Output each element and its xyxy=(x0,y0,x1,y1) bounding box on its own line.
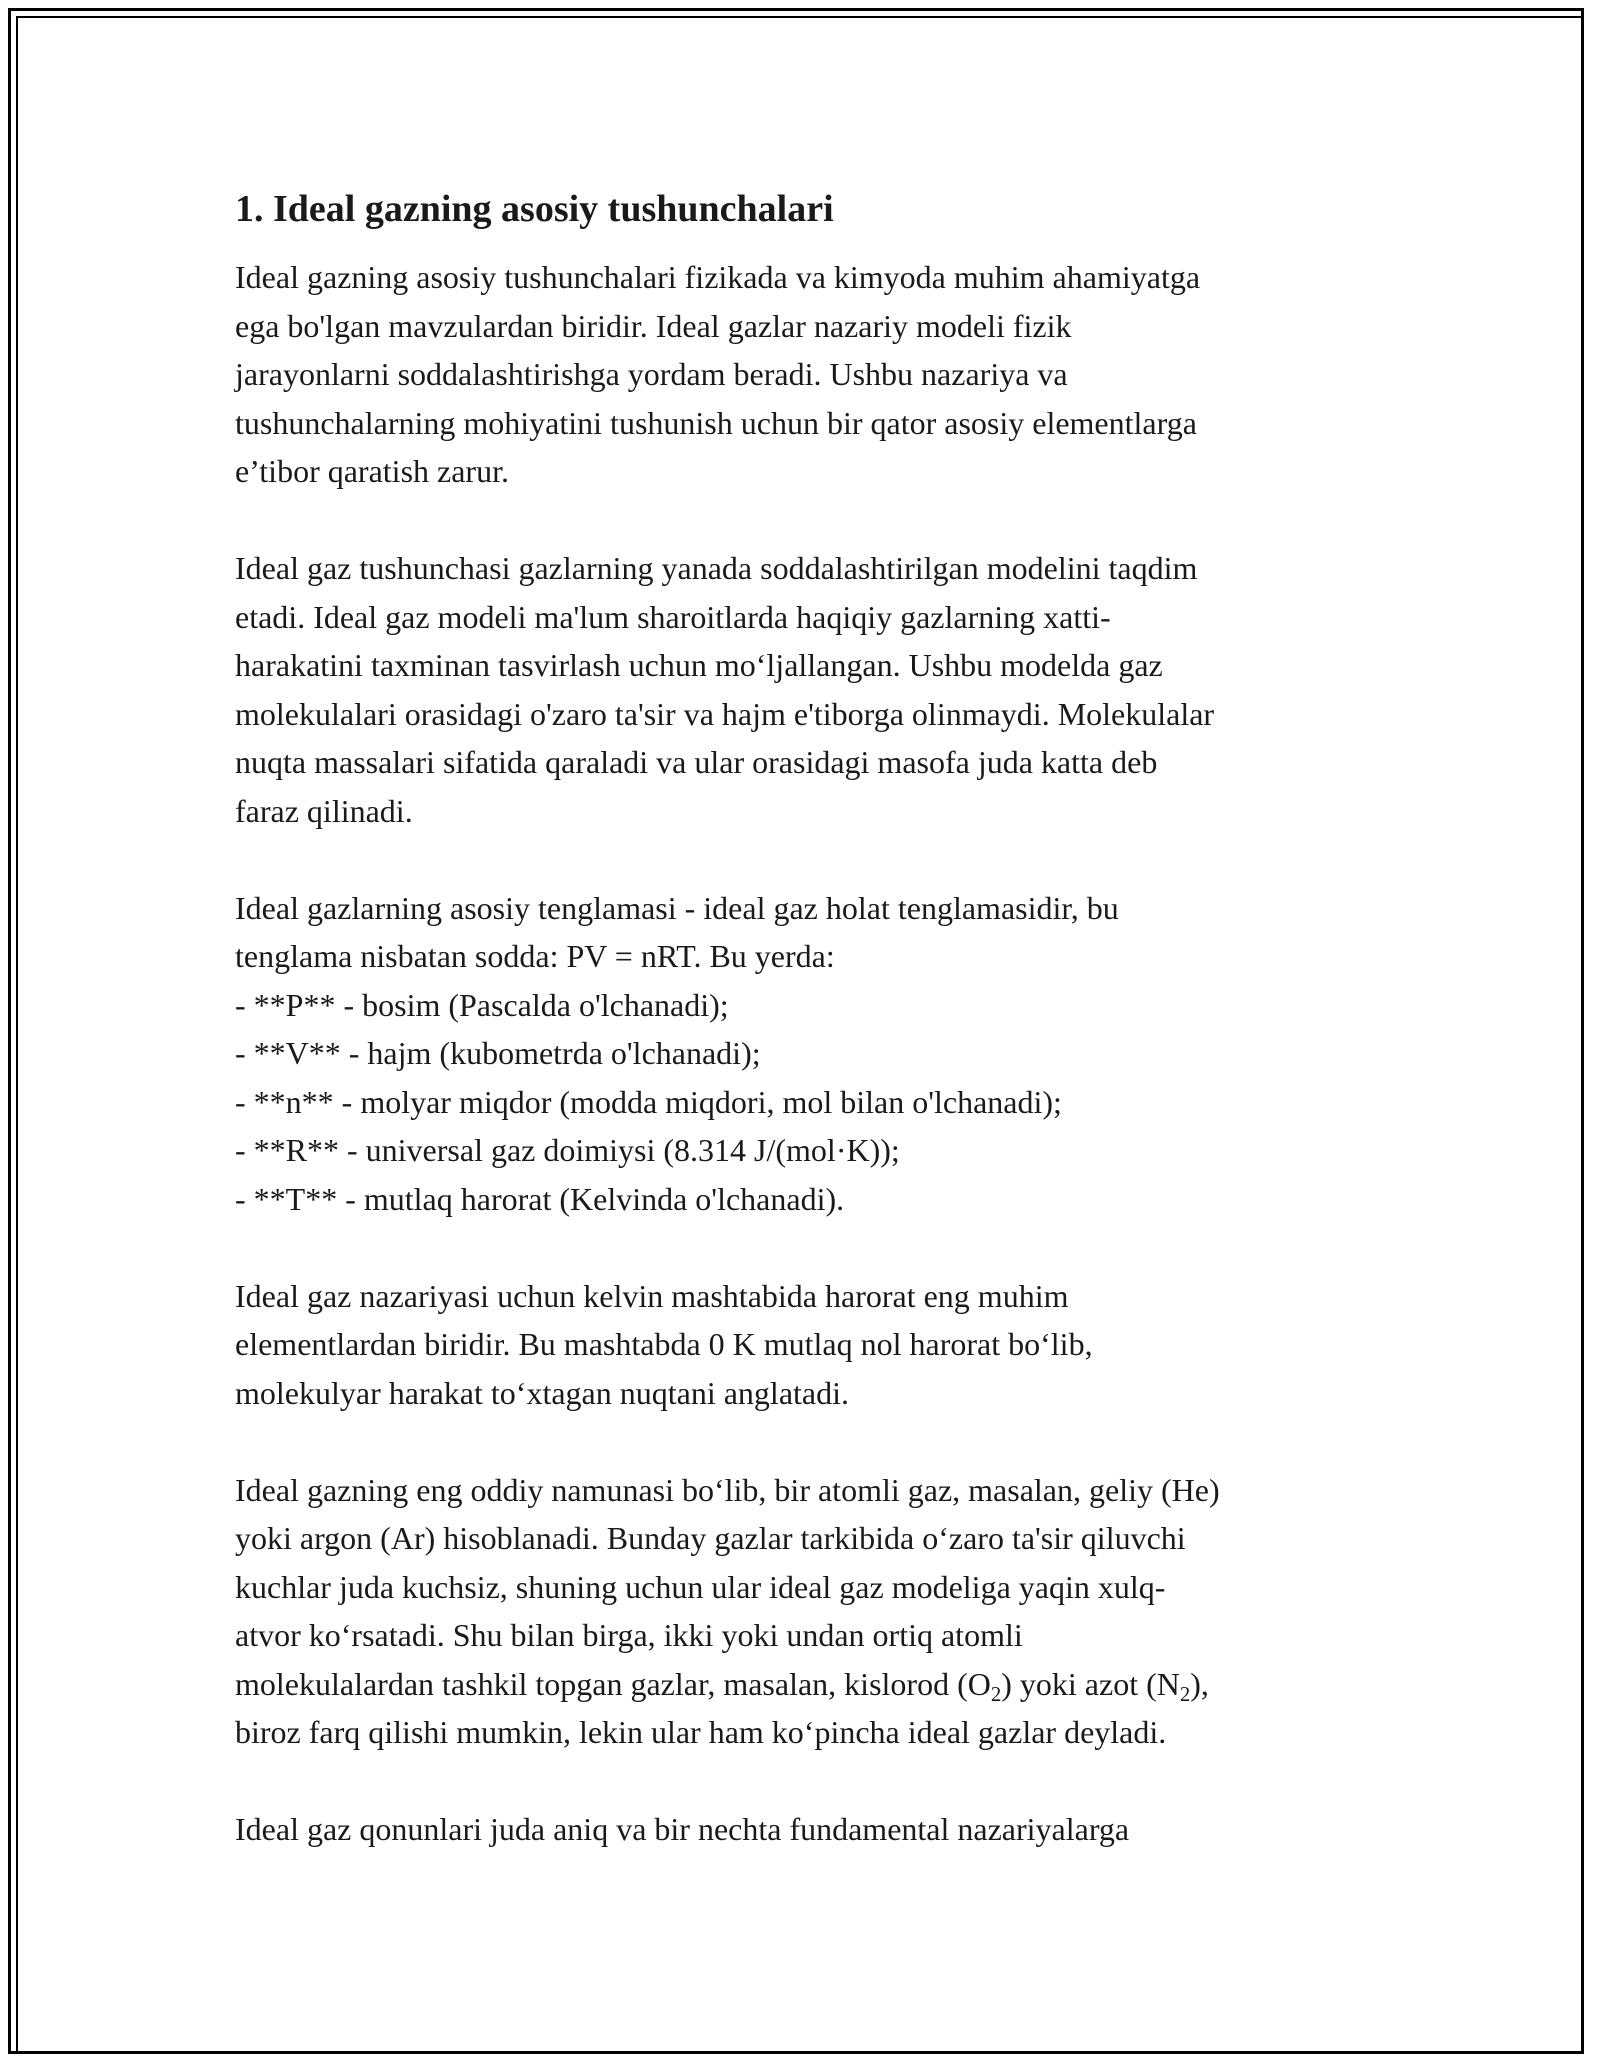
text-line: Ideal gazning eng oddiy namunasi bo‘lib, bir atomli gaz, masalan, geliy (He) xyxy=(235,1471,1220,1508)
paragraph-examples xyxy=(235,1466,1365,1757)
document-body xyxy=(235,185,1365,1902)
list-item: - **P** - bosim (Pascalda o'lchanadi); xyxy=(235,986,729,1023)
text-line: Ideal gaz tushunchasi gazlarning yanada soddalashtirilgan modelini taqdim xyxy=(235,550,1198,586)
paragraph-laws xyxy=(235,1805,1365,1854)
text-line: atvor ko‘rsatadi. Shu bilan birga, ikki yoki undan ortiq atomli xyxy=(235,1617,1023,1653)
paragraph-equation xyxy=(235,884,1365,1224)
text-line: tushunchalarning mohiyatini tushunish uchun bir qator asosiy elementlarga xyxy=(235,404,1197,441)
text-line: Ideal gaz qonunlari juda aniq va bir nechta fundamental nazariyalarga xyxy=(235,1811,1130,1847)
text-line: Ideal gazlarning asosiy tenglamasi - ideal gaz holat tenglamasidir, bu xyxy=(235,889,1119,926)
text-line: jarayonlarni soddalashtirishga yordam beradi. Ushbu nazariya va xyxy=(235,356,1068,392)
list-item: - **R** - universal gaz doimiysi (8.314 J/(mol·K)); xyxy=(235,1132,900,1168)
paragraph-kelvin xyxy=(235,1272,1365,1418)
text-line: Ideal gaz nazariyasi uchun kelvin mashtabida harorat eng muhim xyxy=(235,1277,1069,1314)
text-fragment: molekulalardan tashkil topgan gazlar, masalan, kislorod (O xyxy=(235,1665,991,1702)
text-line: faraz qilinadi. xyxy=(235,792,413,829)
subscript: 2 xyxy=(1179,1682,1191,1706)
text-line: molekulyar harakat to‘xtagan nuqtani anglatadi. xyxy=(235,1374,849,1411)
text-line: etadi. Ideal gaz modeli ma'lum sharoitlarda haqiqiy gazlarning xatti- xyxy=(235,598,1111,635)
paragraph-concept xyxy=(235,544,1365,835)
text-fragment: ), xyxy=(1190,1665,1209,1702)
text-line: Ideal gazning asosiy tushunchalari fizikada va kimyoda muhim ahamiyatga xyxy=(235,259,1201,295)
paragraph-intro xyxy=(235,253,1365,496)
text-line: harakatini taxminan tasvirlash uchun mo‘ljallangan. Ushbu modelda gaz xyxy=(235,647,1163,683)
list-item: - **T** - mutlaq harorat (Kelvinda o'lchanadi). xyxy=(235,1180,845,1217)
text-fragment: ) yoki azot (N xyxy=(1001,1665,1180,1702)
text-line: e’tibor qaratish zarur. xyxy=(235,453,509,489)
text-line: nuqta massalari sifatida qaraladi va ular orasidagi masofa juda katta deb xyxy=(235,744,1158,780)
text-line: yoki argon (Ar) hisoblanadi. Bunday gazlar tarkibida o‘zaro ta'sir qiluvchi xyxy=(235,1520,1186,1556)
text-line: biroz farq qilishi mumkin, lekin ular ham ko‘pincha ideal gazlar deyladi. xyxy=(235,1714,1167,1750)
text-line: ega bo'lgan mavzulardan biridir. Ideal gazlar nazariy modeli fizik xyxy=(235,307,1072,344)
list-item: - **V** - hajm (kubometrda o'lchanadi); xyxy=(235,1035,761,1071)
section-title: 1. Ideal gazning asosiy tushunchalari xyxy=(235,188,834,230)
text-line: molekulalari orasidagi o'zaro ta'sir va hajm e'tiborga olinmaydi. Molekulalar xyxy=(235,695,1215,732)
text-line: elementlardan biridir. Bu mashtabda 0 K mutlaq nol harorat bo‘lib, xyxy=(235,1326,1093,1362)
text-line xyxy=(235,1660,1365,1709)
list-item: - **n** - molyar miqdor (modda miqdori, mol bilan o'lchanadi); xyxy=(235,1083,1062,1120)
text-line: tenglama nisbatan sodda: PV = nRT. Bu yerda: xyxy=(235,938,835,974)
text-line: kuchlar juda kuchsiz, shuning uchun ular ideal gaz modeliga yaqin xulq- xyxy=(235,1568,1166,1605)
subscript: 2 xyxy=(990,1682,1002,1706)
